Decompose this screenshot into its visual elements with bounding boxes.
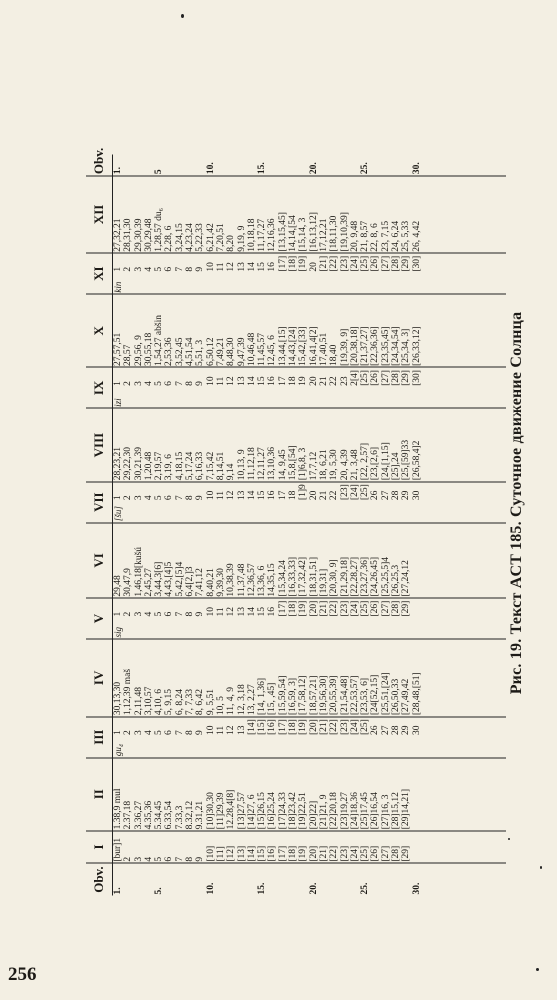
month-label-izi: izi: [113, 397, 123, 407]
col-ix-values: 1 2 3 4 5 6 7 8 9 10 11 12 13 14 15 16 17 18 19 20 21 22 23 2[4] [25] [26] [27] [28] [29] [30]: [113, 367, 507, 386]
header-col-iv: IV: [86, 639, 113, 717]
header-col-vi: VI: [86, 522, 113, 597]
obv-left-numbers: 1. 5. 10. 15. 20. 25. 30.: [113, 863, 507, 895]
col-ii-values: 1.38,9 mul 2.37,18 3.36,27 4.35,36 5.34,45 6.33,54 7.33,3 8.32,12 9.31,21 [10]30,30 [11]29,39 12.28,4[8] [13]27,57 [14]27, 6 [15]26,15 [16]25,24 [17]24,33 [18]23,42 [19]22,51 [20]22] [21]21, 9 [22]20,18 [23]19,27 [24]18,36 [25]17,45 [26]16,54 [27]16, 3 [28]15,12 [29]14,21]: [113, 757, 507, 830]
col-x-values: 27,57,51 28,57 29,56, 9 30,55,18 1,54,27 abšin 2,53,36 3,52,45 4,51,54 5,51, 3 6,50,12 7,49,21 8,48,30 9,47,39 10,46,48 11,45,57 12,45, 6 13,44,[15] 14,43,[24] 15,42,[33] 16,41,4[2] 17,40,51 18,40 [19,39, 9] [20,38,18] [21,37,27] [22,36,36] [23,35,45] [24,34,54] [25,34, 3] [26,33,12]: [113, 294, 507, 367]
header-col-v: V: [86, 598, 113, 639]
header-obv-left: Obv.: [86, 863, 113, 895]
table-body-row: [113, 31, 507, 896]
col-xii-values: 27,32,21 28,31,30 29,30,39 30,29,48 1,28,57 du₆ 2,28, 6 3,24,15 4,23,24 5,22,33 6,21,42 7,20,51 8,20 9,19, 9 10,18,18 11,17,27 12,16,36 [13,15,45] 14,14,[54 [15,14, 3 [16,13,12] 17,12,21 [18,11,30 [19,10,39] 20, 9,48 21, 8,57 22, 8, 6 23, 7,15 24, 6,24 25, 5,33 26, 4,42: [113, 175, 507, 253]
col-xi-month-label: [113, 272, 507, 294]
col-i-values: [bur]1 2 3 4 5 6 7 8 9 [10] [11] [12] [13] [14] [15] [16] [17] [18] [19] [20] [21] [22] [23] [24] [25] [26] [27] [28] [29]: [113, 830, 507, 862]
speck: [540, 866, 542, 869]
header-col-viii: VIII: [86, 408, 113, 481]
col-ix-month-label: [113, 386, 507, 408]
solar-motion-table: [86, 30, 506, 895]
figure-caption: Рис. 19. Текст ACT 185. Суточное движение Солнца: [508, 311, 525, 695]
page-number: 256: [8, 964, 37, 985]
header-col-xii: XII: [86, 175, 113, 253]
speck: [181, 14, 184, 18]
header-obv-right: Obv.: [86, 154, 113, 176]
col-v-month-label: [113, 617, 507, 639]
col-vii-month-label: [113, 501, 507, 523]
col-iii-month-label: [113, 736, 507, 758]
col-viii-values: 28,23,21 29,22,30 30,21,39 1,20,48 2,19,57 3,19, 6 4,18,15 5,17,24 6,16,33 7,15,42 8,14,51 9,14 10,13, 9 11,12,18 12,11,27 13,10,36 14, 9,45 15,8,[54] [1]6,8, 3 17,7,12 18, 6,21 19, 5,30 20, 4,39 21, 3,48 [22, 2,57] [23,[2,6] [24,[1,15] [25],24 [25,[59]33 [26,58,4]2: [113, 408, 507, 481]
month-label-kin: kin: [113, 281, 123, 293]
month-label-su: [šu]: [113, 505, 123, 521]
obv-right-numbers: 1. 5 10. 15. 20. 25. 30.: [113, 161, 422, 174]
header-col-iii: III: [86, 716, 113, 757]
speck: [508, 838, 510, 840]
header-col-i: I: [86, 830, 113, 862]
header-col-vii: VII: [86, 481, 113, 522]
header-col-x: X: [86, 294, 113, 367]
header-row: [86, 31, 113, 896]
col-iv-values: 30,13,30 1,12,39 maš 2,11,48 3,10,57 4,10, 6 5, 9,15 6, 8,24 7, 7,33 8, 6,42 9, 5,51 10, 5 11, 4, 9 12, 3,18 13, 2,27 [14, 1,36] [15, ,45] [15,59,54] [16,59, 3] [17,58,12] [18,57,21] [19,56,30] [20,55,39] [21,54,48] [22,53,57] [23,53, 6] [24[52,15] [25,51,[24] [26,50,33 [27,49,42 [28,48,[51]: [113, 639, 507, 717]
col-v-values: 1 2 3 4 5 6 7 8 9 10 11 12 13 14 15 16 [17] [18] [19] [20] [21] [22] [23] [24] [25] [26] [27] [28] [29]: [113, 598, 507, 617]
header-col-xi: XI: [86, 253, 113, 294]
header-col-ix: IX: [86, 367, 113, 408]
col-xi-values: 1 2 3 4 5 6 7 8 9 10 11 12 13 14 15 16 [17] [18] [19] 20 [21] [22] [23] [24] [25] [26] [27] [28] [29] [30]: [113, 253, 507, 272]
rotated-table-container: [86, 30, 506, 895]
header-col-ii: II: [86, 757, 113, 830]
col-iii-values: 1 2 3 4 5 6 7 8 9 10 11 12 13 [14] [15] [16] [17] [18] [19] [20] [21] [22] [23] [24] [25] 26 27 28 29 30: [113, 716, 507, 735]
speck: [536, 968, 539, 971]
col-vii-values: 1 2 3 4 5 6 7 8 9 10 11 12 13 14 15 16 17 18 [1]9 20 21 22 [23] [24] [25] 26 27 28 29 30: [113, 481, 507, 500]
table-area: [86, 30, 506, 895]
col-vi-values: 29,48 30,47,9 1,46,18[kušú 2,45,27 3,44,3[6] 4,43,[4]5 5,42,[5]4 6,4[2,]3 7,41,12 8,40,21 9,39,30 10,38,39 11,37,48 12,36,57 13,36, 6 14,35,15 [15,34,24 [16,33,33] [17,32,42] [18,31,51] [19,31] [20,30, 9] [21,29,18] [22,28,27] [23,27,36] [24,26,45] [25,25,5]4 [26,25,3 [27,24,12: [113, 522, 507, 597]
month-label-gu4: gu₄: [113, 743, 123, 756]
month-label-sig: sig: [113, 626, 123, 638]
